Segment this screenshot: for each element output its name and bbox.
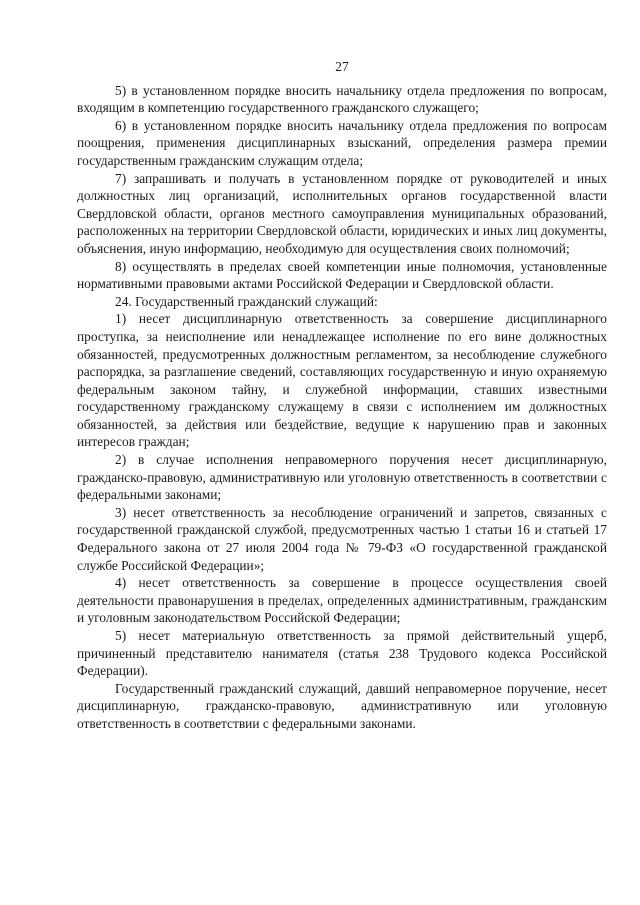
paragraph-item-7: 7) запрашивать и получать в установленном порядке от руководителей и иных должностных лиц организаций, исполнительных органов государственной власти Свердловской области, органов местного самоуправления муниципальных образований, расположенных на территории Свердловской области, юридических и иных лиц документы, объяснения, иную информацию, необходимую для осуществления своих полномочий; xyxy=(77,170,607,256)
paragraph-item-5: 5) в установленном порядке вносить начальнику отдела предложения по вопросам, входящим в компетенцию государственного гражданского служащего; xyxy=(77,82,607,116)
paragraph-item-8: 8) осуществлять в пределах своей компетенции иные полномочия, установленные нормативными правовыми актами Российской Федерации и Свердловской области. xyxy=(77,258,607,292)
closing-paragraph: Государственный гражданский служащий, давший неправомерное поручение, несет дисциплинарную, гражданско-правовую, административную или уголовную ответственность в соответствии с федеральными законами. xyxy=(77,680,607,731)
section-heading-24: 24. Государственный гражданский служащий: xyxy=(115,293,378,309)
page-number: 27 xyxy=(335,59,349,74)
paragraph-responsibility-2: 2) в случае исполнения неправомерного поручения несет дисциплинарную, гражданско-правовую, административную или уголовную ответственность в соответствии с федеральными законами; xyxy=(77,452,607,503)
paragraph-responsibility-4: 4) несет ответственность за совершение в процессе осуществления своей деятельности правонарушения в пределах, определенных административным, гражданским и уголовным законодательством Российской Федерации; xyxy=(77,575,607,626)
paragraph-responsibility-5: 5) несет материальную ответственность за прямой действительный ущерб, причиненный представителю нанимателя (статья 238 Трудового кодекса Российской Федерации). xyxy=(77,628,607,679)
paragraph-item-6: 6) в установленном порядке вносить начальнику отдела предложения по вопросам поощрения, применения дисциплинарных взысканий, определения размера премии государственным гражданским служащим отдела; xyxy=(77,117,607,168)
paragraph-responsibility-3: 3) несет ответственность за несоблюдение ограничений и запретов, связанных с государственной гражданской службой, предусмотренных частью 1 статьи 16 и статьей 17 Федерального закона от 27 июля 2004 года № 79-ФЗ «О государственной гражданской службе Российской Федерации»; xyxy=(77,504,607,573)
document-page xyxy=(77,58,607,733)
paragraph-responsibility-1: 1) несет дисциплинарную ответственность за совершение дисциплинарного проступка, за неисполнение или ненадлежащее исполнение по его вине должностных обязанностей, предусмотренных должностным регламентом, за несоблюдение служебного распорядка, за разглашение сведений, составляющих государственную и иную охраняемую федеральным законом тайну, и служебной информации, ставших известными государственному гражданскому служащему в связи с исполнением им должностных обязанностей, за действия или бездействие, ведущие к нарушению прав и законных интересов граждан; xyxy=(77,311,607,450)
